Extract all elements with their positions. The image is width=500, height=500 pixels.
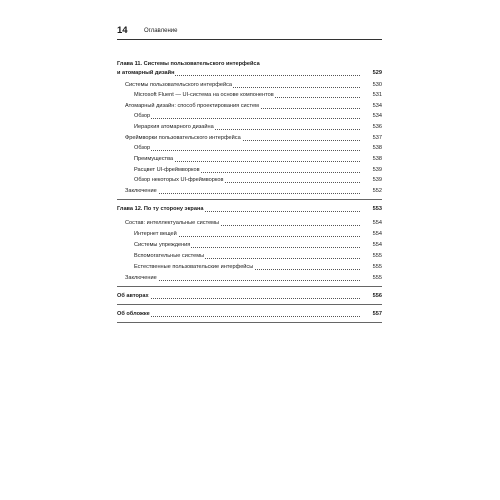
- page-ref: 538: [372, 156, 382, 162]
- toc-entry-label: Интернет вещей: [134, 231, 177, 237]
- toc-entry-label: Заключение: [125, 188, 157, 194]
- page-ref: 534: [372, 113, 382, 119]
- page-ref: 537: [372, 135, 382, 141]
- toc-entry[interactable]: [117, 155, 382, 164]
- toc-entry[interactable]: [117, 176, 382, 185]
- page-ref: 539: [372, 177, 382, 183]
- toc-entry[interactable]: [117, 123, 382, 132]
- toc-entry-label: Естественные пользовательские интерфейсы: [134, 264, 254, 270]
- running-title: Оглавление: [144, 28, 178, 34]
- toc-entry-label: Иерархия атомарного дизайна: [134, 124, 214, 130]
- toc-entry-label: Преимущества: [134, 156, 174, 162]
- page-ref: 554: [372, 242, 382, 248]
- toc-entry[interactable]: [117, 81, 382, 90]
- page-number: 14: [117, 25, 128, 36]
- about-authors-entry[interactable]: [117, 292, 382, 301]
- toc-entry-label: Microsoft Fluent — UI-система на основе компонентов: [134, 92, 274, 98]
- page-ref: 554: [372, 231, 382, 237]
- page-ref: 536: [372, 124, 382, 130]
- toc-entry-label: Системы упреждения: [134, 242, 191, 248]
- toc-entry-label: Вспомогательные системы: [134, 253, 205, 259]
- chapter-12-title: Глава 12. По ту сторону экрана: [117, 206, 204, 212]
- toc-entry-label: Системы пользовательского интерфейса: [125, 82, 232, 88]
- toc-entry-label: Фреймворки пользовательского интерфейса: [125, 135, 241, 141]
- page-ref: 555: [372, 275, 382, 281]
- toc-entry[interactable]: [117, 263, 382, 272]
- section-divider: [117, 304, 382, 305]
- toc-entry[interactable]: [117, 187, 382, 196]
- toc-entry[interactable]: [117, 91, 382, 100]
- toc-entry[interactable]: [117, 241, 382, 250]
- page-ref: 534: [372, 103, 382, 109]
- toc-entry[interactable]: [117, 112, 382, 121]
- page-ref: 554: [372, 220, 382, 226]
- about-cover-label: Об обложке: [117, 311, 150, 317]
- page-ref: 552: [372, 188, 382, 194]
- page-ref: 555: [372, 264, 382, 270]
- chapter-12-entry[interactable]: [117, 205, 382, 214]
- toc-entry-label: Обзор некоторых UI-фреймворков: [134, 177, 224, 183]
- toc-entry[interactable]: [117, 230, 382, 239]
- toc-entry-label: Атомарный дизайн: способ проектирования систем: [125, 103, 259, 109]
- toc-entry[interactable]: [117, 144, 382, 153]
- page-ref: 538: [372, 145, 382, 151]
- toc-entry-label: Заключение: [125, 275, 157, 281]
- page-ref: 555: [372, 253, 382, 259]
- page-ref: 557: [372, 311, 382, 317]
- toc-entry[interactable]: [117, 252, 382, 261]
- toc-entry-label: Состав: интеллектуальные системы: [125, 220, 220, 226]
- toc-entry[interactable]: [117, 219, 382, 228]
- about-authors-label: Об авторах: [117, 293, 149, 299]
- chapter-11-entry[interactable]: [117, 69, 382, 78]
- toc-entry[interactable]: [117, 166, 382, 175]
- page-ref: 531: [372, 92, 382, 98]
- page-ref: 530: [372, 82, 382, 88]
- toc-entry-label: Обзор: [134, 145, 151, 151]
- toc-entry[interactable]: [117, 134, 382, 143]
- section-divider: [117, 286, 382, 287]
- toc-entry-label: Расцвет UI-фреймворков: [134, 167, 200, 173]
- chapter-11-title-line2: и атомарный дизайн: [117, 70, 175, 76]
- chapter-11-title-line1: Глава 11. Системы пользовательского интерфейса: [117, 61, 260, 67]
- toc-entry[interactable]: [117, 102, 382, 111]
- page-ref: 539: [372, 167, 382, 173]
- page-ref: 529: [372, 70, 382, 76]
- section-divider: [117, 199, 382, 200]
- toc-entry[interactable]: [117, 274, 382, 283]
- page-ref: 553: [372, 206, 382, 212]
- about-cover-entry[interactable]: [117, 310, 382, 319]
- toc-entry-label: Обзор: [134, 113, 151, 119]
- running-header: [117, 25, 382, 40]
- section-divider: [117, 322, 382, 323]
- page-ref: 556: [372, 293, 382, 299]
